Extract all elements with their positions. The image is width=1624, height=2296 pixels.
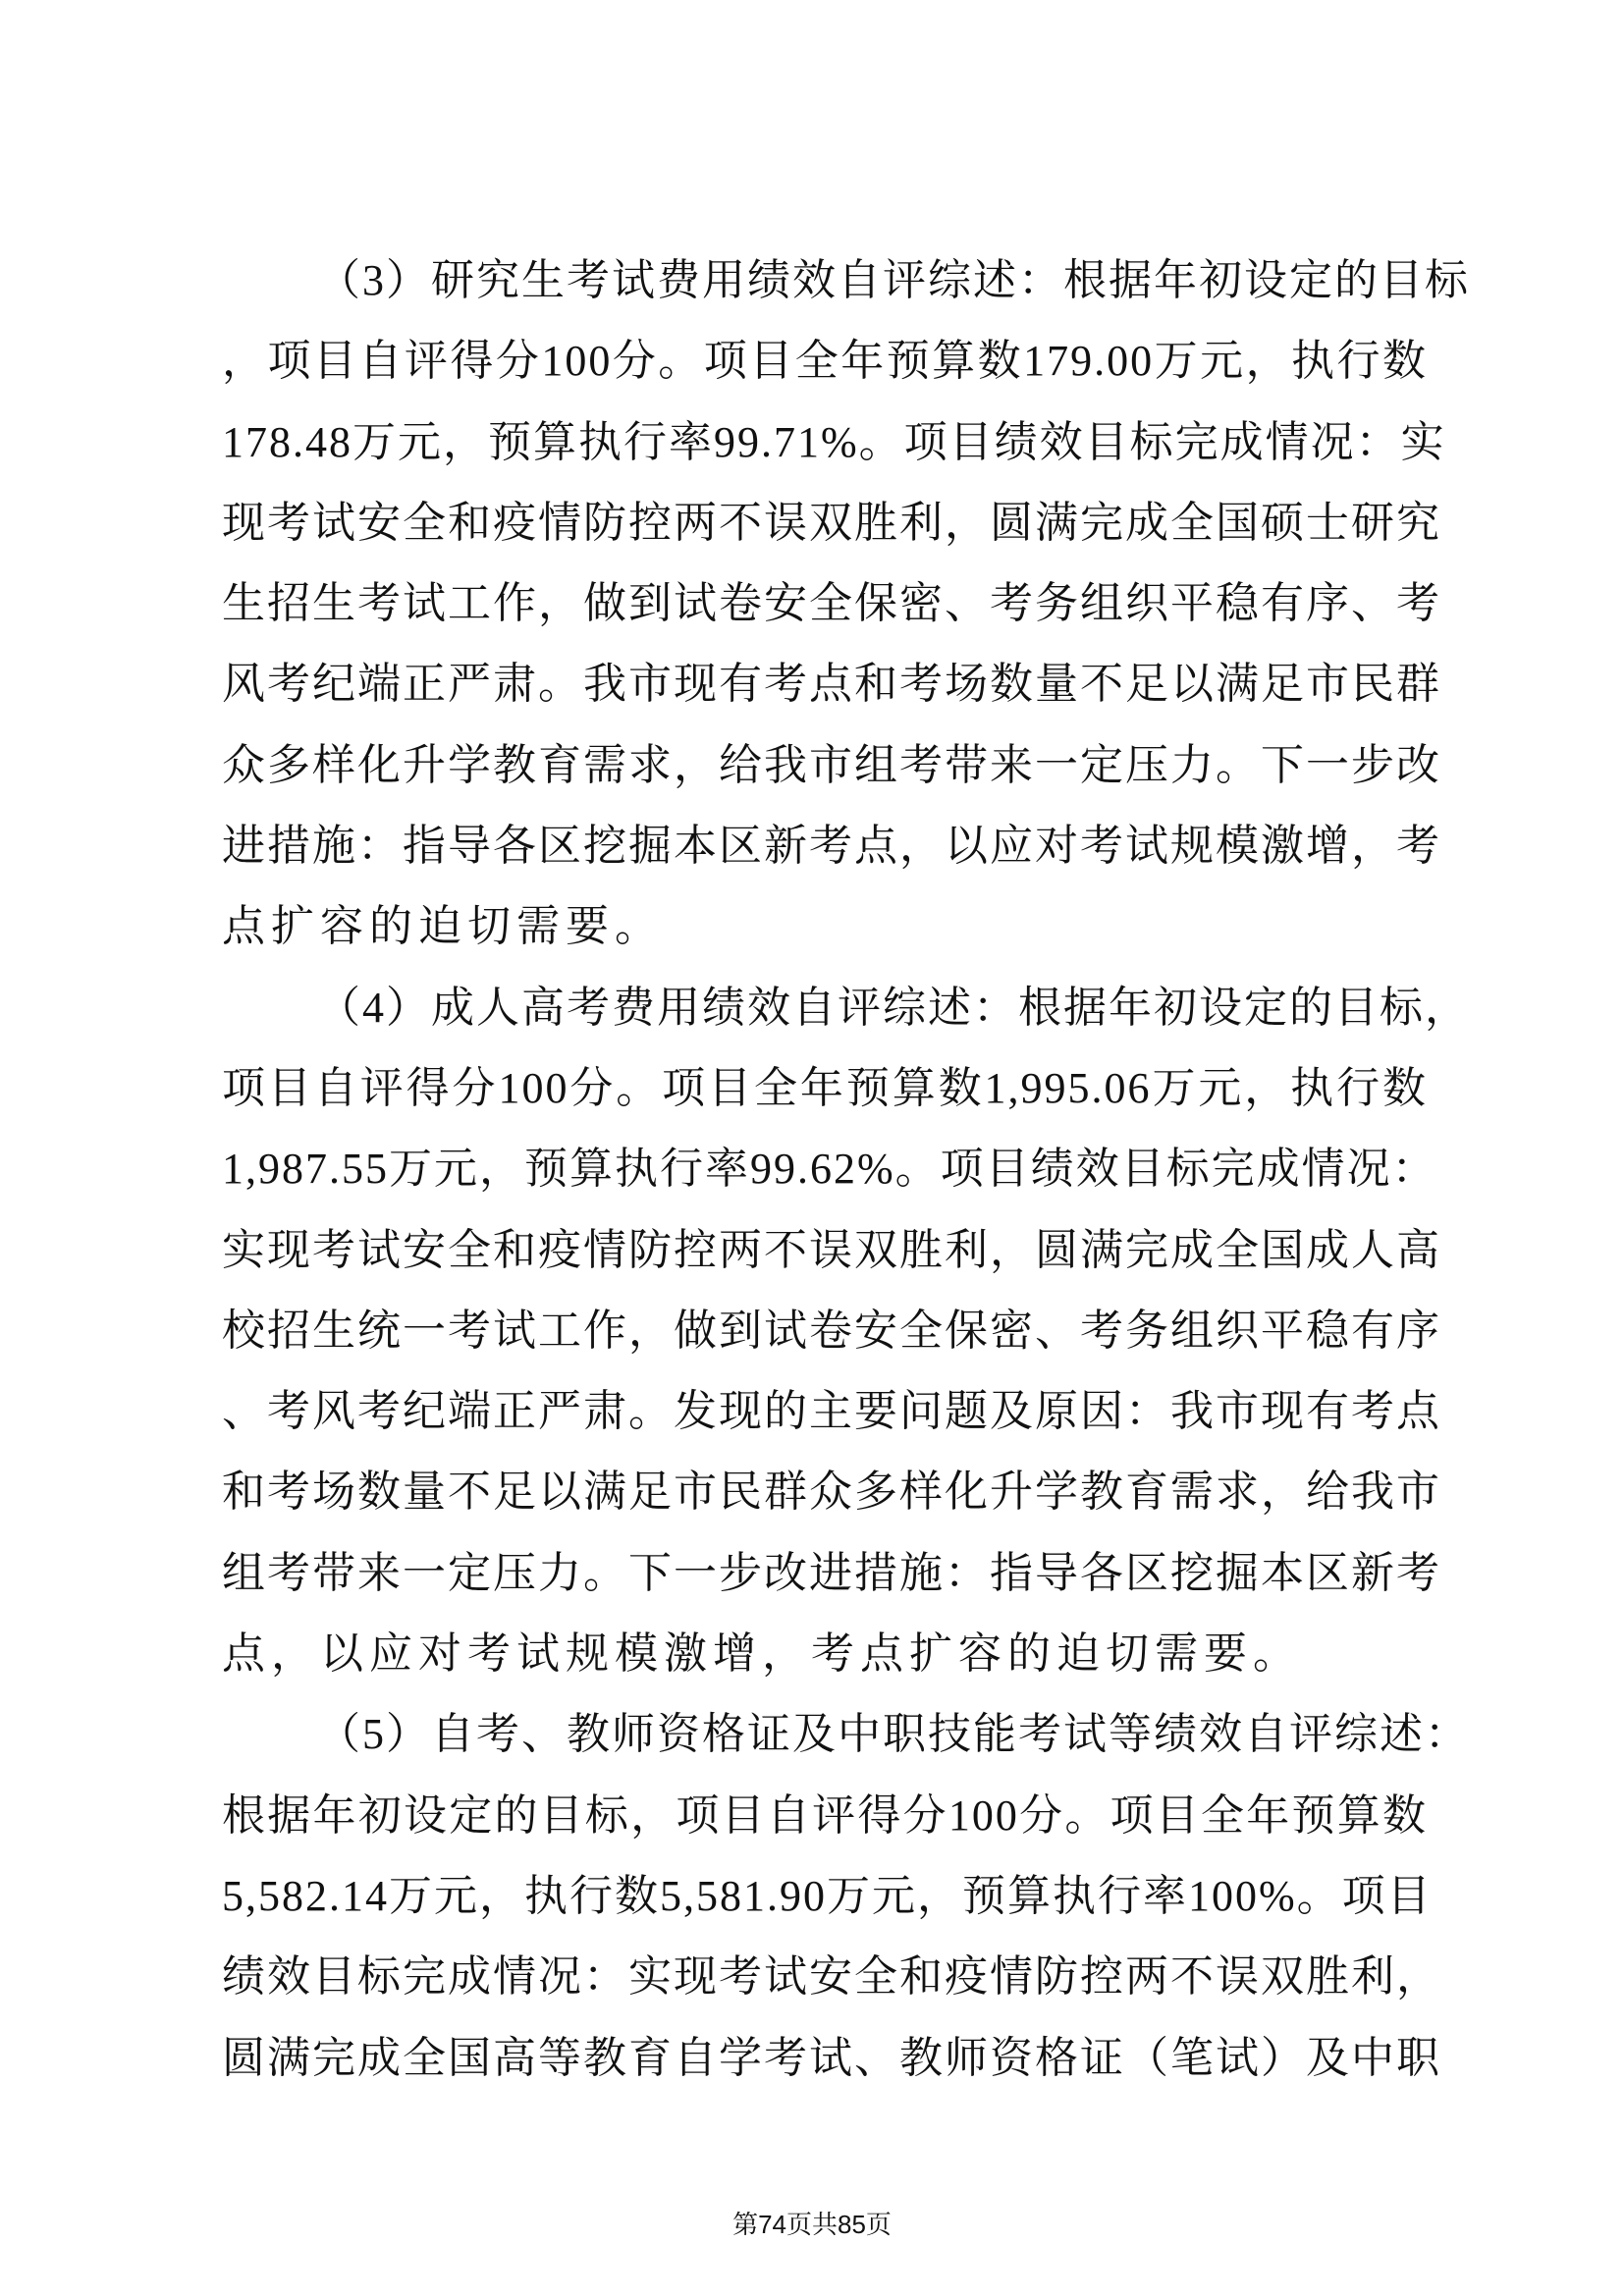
text-line: ，项目自评得分100分。项目全年预算数179.00万元，执行数 — [222, 337, 1428, 386]
text-line: 校招生统一考试工作，做到试卷安全保密、考务组织平稳有序 — [222, 1306, 1441, 1355]
text-line: 众多样化升学教育需求，给我市组考带来一定压力。下一步改 — [222, 740, 1441, 789]
page-number: 第74页共85页 — [732, 2210, 892, 2239]
text-line: （3）研究生考试费用绩效自评综述：根据年初设定的目标 — [317, 256, 1470, 304]
text-line: 组考带来一定压力。下一步改进措施：指导各区挖掘本区新考 — [222, 1548, 1441, 1597]
text-line: 5,582.14万元，执行数5,581.90万元，预算执行率100%。项目 — [222, 1871, 1433, 1920]
text-line: 进措施：指导各区挖掘本区新考点，以应对考试规模激增，考 — [222, 822, 1441, 871]
text-line: 项目自评得分100分。项目全年预算数1,995.06万元，执行数 — [222, 1063, 1428, 1112]
text-line: 178.48万元，预算执行率99.71%。项目绩效目标完成情况：实 — [222, 417, 1446, 466]
text-line: 风考纪端正严肃。我市现有考点和考场数量不足以满足市民群 — [222, 660, 1441, 709]
paragraph — [222, 1694, 1470, 2098]
text-line: （5）自考、教师资格证及中职技能考试等绩效自评综述： — [317, 1710, 1470, 1759]
paragraph — [222, 240, 1470, 968]
text-line: 、考风考纪端正严肃。发现的主要问题及原因：我市现有考点 — [222, 1387, 1441, 1436]
text-line: 圆满完成全国高等教育自学考试、教师资格证（笔试）及中职 — [222, 2033, 1441, 2082]
text-line: 1,987.55万元，预算执行率99.62%。项目绩效目标完成情况： — [222, 1145, 1437, 1194]
text-line: 实现考试安全和疫情防控两不误双胜利，圆满完成全国成人高 — [222, 1225, 1441, 1274]
text-line: 根据年初设定的目标，项目自评得分100分。项目全年预算数 — [222, 1790, 1428, 1840]
text-line: 点扩容的迫切需要。 — [222, 902, 664, 951]
text-line: 点，以应对考试规模激增，考点扩容的迫切需要。 — [222, 1629, 1302, 1679]
paragraph — [222, 968, 1470, 1695]
text-line: 和考场数量不足以满足市民群众多样化升学教育需求，给我市 — [222, 1468, 1441, 1517]
text-line: 现考试安全和疫情防控两不误双胜利，圆满完成全国硕士研究 — [222, 498, 1441, 547]
text-line: （4）成人高考费用绩效自评综述：根据年初设定的目标， — [317, 983, 1470, 1032]
text-line: 绩效目标完成情况：实现考试安全和疫情防控两不误双胜利， — [222, 1952, 1441, 2002]
document-body — [222, 240, 1470, 2099]
text-line: 生招生考试工作，做到试卷安全保密、考务组织平稳有序、考 — [222, 579, 1441, 628]
